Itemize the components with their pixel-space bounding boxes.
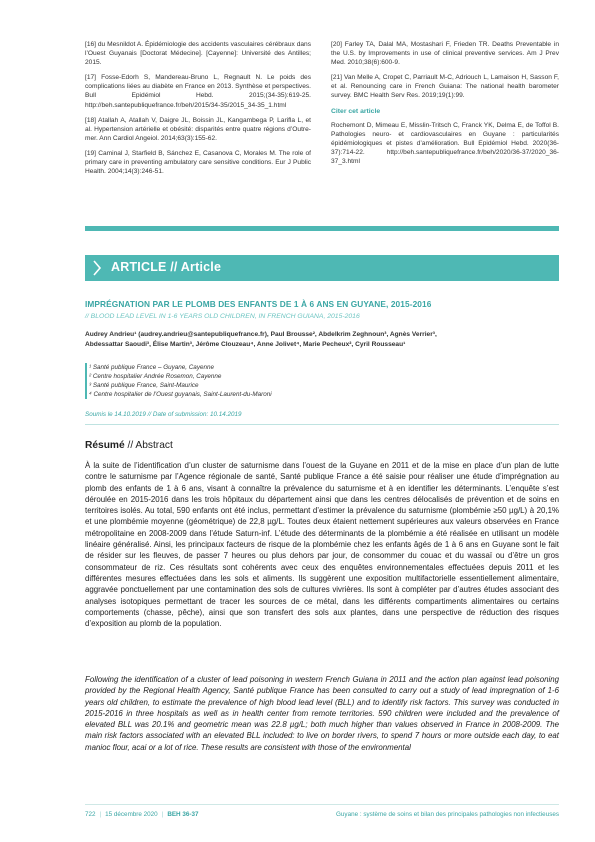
issue-number: BEH 36-37 bbox=[167, 811, 199, 818]
section-divider bbox=[85, 226, 559, 231]
article-banner bbox=[85, 255, 559, 281]
banner-label: ARTICLE // Article bbox=[111, 260, 222, 274]
chevron-right-icon bbox=[85, 255, 109, 281]
abstract-french: À la suite de l’identification d’un cluster de saturnisme dans l’ouest de la Guyane en 2011 et de la mise en place d’un plan de lutte contre le saturnisme par l’Agence régionale de santé, Santé publique France a été saisie pour réaliser une étude d’imprégnation au plomb des enfants de 1 à 6 ans, visant à connaître la prévalence du saturnisme et à en identifier les déterminants. L’enquête s’est déroulée en 2015-2016 dans les trois hôpitaux du département ainsi que dans les centres délocalisés de prévention et de soins en territoires isolés. Au total, 590 enfants ont été inclus, permettant d’estimer la prévalence du saturnisme (plombémie ≥50 µg/L) à 20,1% et une plombémie moyenne (géométrique) de 22,8 µg/L. Toutes deux étaient nettement supérieures aux valeurs observées en France métropolitaine en 2008-2009 dans l’étude Saturn-inf. L’étude des déterminants de la plombémie a été réalisée en utilisant un modèle linéaire généralisé. Ainsi, les principaux facteurs de risque de la plombémie chez les enfants âgés de 1 à 6 ans en Guyane sont le fait de résider sur les fleuves, de passer 7 heures ou plus dehors par jour, de consommer du couac et du wassaï ou d’être un gros consommateur de riz. Ces résultats sont cohérents avec ceux des enquêtes environnementales effectuées depuis 2011 et les différentes mesures effectuées dans les sols et aliments. Ils suggèrent une exposition multifactorielle essentiellement alimentaire, aggravée ponctuellement par une contamination des sols de cultures vivrières. Ils sont à compléter par d’autres études associant des analyses isotopiques permettant de tracer les sources de ce métal, dans les différents compartiments alimentaires ou certains comportements (chasse, pêche), ainsi que son transfert des sols aux plantes, dans une perspective de réduction des risques d’exposition au plomb de la population. bbox=[85, 461, 559, 629]
reference-16: [16] du Mesnildot A. Épidémiologie des accidents vasculaires cérébraux dans l’Ouest Guyanais [Doctorat Médecine]. [Cayenne]: Université des Antilles; 2015. bbox=[85, 41, 311, 67]
article-subtitle: // BLOOD LEAD LEVEL IN 1-6 YEARS OLD CHILDREN, IN FRENCH GUIANA, 2015-2016 bbox=[85, 313, 360, 320]
affiliation-3: ³ Santé publique France, Saint-Maurice bbox=[89, 382, 199, 390]
page-number: 722 bbox=[85, 811, 96, 818]
issue-date: 15 décembre 2020 bbox=[105, 811, 158, 818]
affiliations bbox=[85, 363, 389, 399]
authors-line-2: Abdessattar Saoudi³, Élise Martin³, Jérôme Clouzeau⁴, Anne Jolivet⁴, Marie Pecheux², Cyril Rousseau¹ bbox=[85, 341, 406, 348]
authors bbox=[85, 330, 559, 350]
affiliation-4: ⁴ Centre hospitalier de l’Ouest guyanais, Saint-Laurent-du-Maroni bbox=[89, 391, 272, 399]
reference-19: [19] Caminal J, Starfield B, Sánchez E, Casanova C, Morales M. The role of primary care in preventing ambulatory care sensitive conditions. Eur J Public Health. 2004;14(3):246-51. bbox=[85, 149, 311, 176]
affiliation-2: ² Centre hospitalier Andrée Rosemon, Cayenne bbox=[89, 373, 222, 381]
abstract-english: Following the identification of a cluster of lead poisoning in western French Guiana in 2011 and the action plan against lead poisoning provided by the Regional Health Agency, Santé publique France has been consulted to carry out a study of lead impregnation of 1-6 years old children, to estimate the prevalence of high blood lead level (BLL) and to identify risk factors. This survey was conducted in 2015-2016 in three hospitals as well as in health center from remote territories. 590 children were included and the prevalence of elevated BLL was 20.1% and geometric mean was 22.8 µg/L; both much higher than values observed in France in 2008-2009. The main risk factors associated with an elevated BLL included: to live on border rivers, to spend 7 hours or more outside each day, to eat manioc flour, acai or a lot of rice. These results are consistent with those of the environmental bbox=[85, 675, 559, 752]
footer-divider bbox=[85, 804, 559, 805]
running-title: Guyane : système de soins et bilan des principales pathologies non infectieuses bbox=[336, 811, 559, 818]
footer: 722 | 15 décembre 2020 | BEH 36-37 Guyane : système de soins et bilan des principales pathologies non infectieuses bbox=[85, 811, 559, 818]
abstract-heading-fr: Résumé bbox=[85, 440, 125, 451]
references-left-column bbox=[85, 40, 311, 182]
article-title: IMPRÉGNATION PAR LE PLOMB DES ENFANTS DE 1 À 6 ANS EN GUYANE, 2015-2016 bbox=[85, 299, 432, 309]
authors-line-1: Audrey Andrieu¹ (audrey.andrieu@santepubliquefrance.fr), Paul Brousse², Abdelkrim Zeghnoun³, Agnès Verrier³, bbox=[85, 331, 437, 338]
affiliation-1: ¹ Santé publique France – Guyane, Cayenne bbox=[89, 364, 214, 371]
reference-21: [21] Van Melle A, Cropet C, Parriault M-C, Adriouch L, Lamaison H, Sasson F, et al. Renouncing care in French Guiana: The national health barometer survey. BMC Health Serv Res. 2019;19(1):99. bbox=[331, 74, 559, 100]
cite-heading: Citer cet article bbox=[331, 107, 381, 115]
submission-date: Soumis le 14.10.2019 // Date of submission: 10.14.2019 bbox=[85, 411, 242, 418]
reference-18: [18] Atallah A, Atallah V, Daigre JL, Boissin JL, Kangambega P, Larifla L, et al. Hypertension artérielle et obésité: disparités entre quatre régions d’Outre-mer. Ann Cardiol Angeiol. 2014;63(3):155-62. bbox=[85, 116, 311, 142]
cite-text: Rochemont D, Mimeau E, Misslin-Tritsch C, Franck YK, Delma E, de Toffol B. Pathologies neuro- et cardiovasculaires en Guyane : particularités épidémiologiques et pistes d’amélioration. Bull Epidémiol Hebd. 2020(36-37):714-22. http://beh.santepubliquefrance.fr/beh/2020/36-37/2020_36-37_3.html bbox=[331, 121, 559, 166]
divider bbox=[85, 424, 559, 425]
reference-20: [20] Farley TA, Dalal MA, Mostashari F, Frieden TR. Deaths Preventable in the U.S. by Improvements in use of clinical preventive services. Am J Prev Med. 2010;38(6):600-9. bbox=[331, 41, 559, 67]
reference-17: [17] Fosse-Edorh S, Mandereau-Bruno L, Regnault N. Le poids des complications liées au diabète en France en 2013. Synthèse et perspectives. Bull Epidémiol Hebd. 2015;(34-35):619-25. http://beh.santepubliquefrance.fr/beh/2015/34-35/2015_34-35_1.html bbox=[85, 74, 311, 109]
abstract-heading-en: // Abstract bbox=[127, 440, 173, 451]
references-right-column bbox=[331, 40, 559, 166]
abstract-heading bbox=[85, 440, 173, 451]
